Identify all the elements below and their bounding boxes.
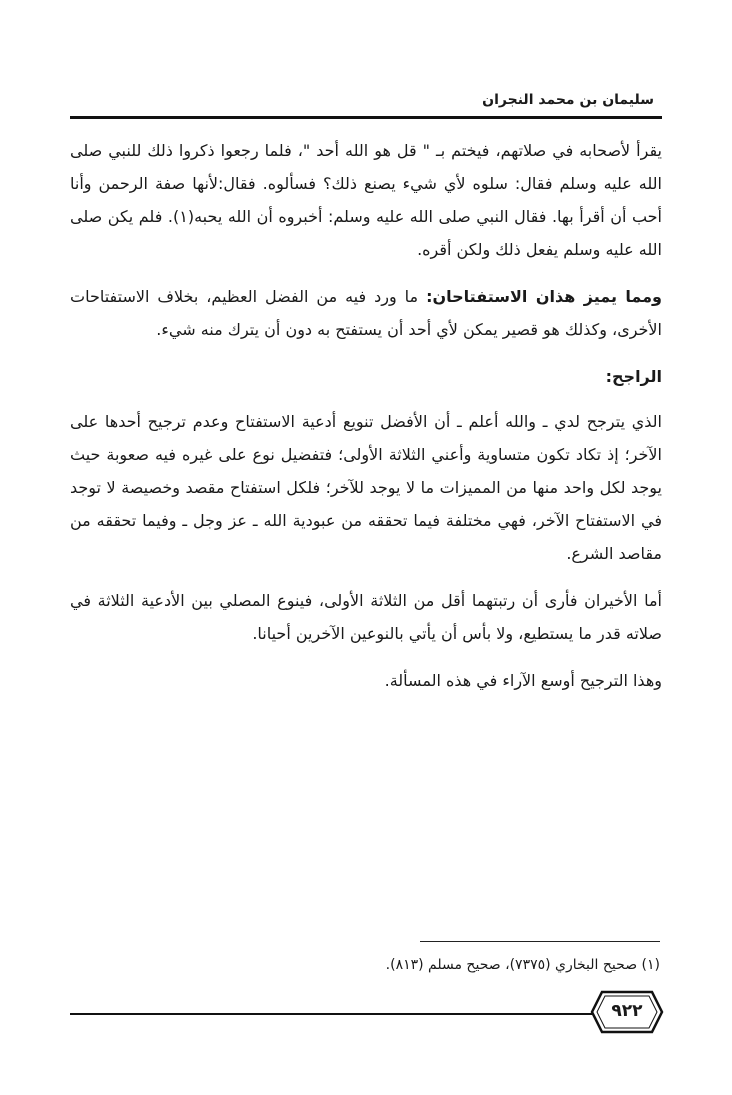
section-heading: الراجح: xyxy=(605,367,662,386)
footer-rule xyxy=(70,1013,662,1015)
main-text xyxy=(70,134,662,711)
footnote-separator xyxy=(420,941,660,942)
paragraph-1: يقرأ لأصحابه في صلاتهم، فيختم بـ " قل هو الله أحد "، فلما رجعوا ذكروا ذلك للنبي صلى الله عليه وسلم فقال: سلوه لأي شيء يصنع ذلك؟ فسألوه. فقال:لأنها صفة الرحمن وأنا أحب أن أقرأ بها. فقال النبي صلى الله عليه وسلم: أخبروه أن الله يحبه(١). فلم يكن صلى الله عليه وسلم يفعل ذلك ولكن أقره. xyxy=(70,141,663,259)
paragraph-3: الذي يترجح لدي ـ والله أعلم ـ أن الأفضل تنويع أدعية الاستفتاح وعدم ترجيح أحدها على الآخر؛ إذ تكاد تكون متساوية وأعني الثلاثة الأولى؛ فتفضيل نوع على غيره فيه صعوبة حيث يوجد لكل واحد منها من المميزات ما لا يوجد للآخر؛ فلكل استفتاح مقصد وخصيصة لا توجد في الاستفتاح الآخر، فهي مختلفة فيما تحققه من عبودية الله ـ عز وجل ـ وفيما تحققه من مقاصد الشرع. xyxy=(70,412,662,563)
paragraph-5: وهذا الترجيح أوسع الآراء في هذه المسألة. xyxy=(384,671,662,690)
footnote: (١) صحيح البخاري (٧٣٧٥)، صحيح مسلم (٨١٣). xyxy=(385,957,660,973)
paragraph-4: أما الأخيران فأرى أن رتبتهما أقل من الثلاثة الأولى، فينوع المصلي بين الأدعية الثلاثة في صلاته قدر ما يستطيع، ولا بأس أن يأتي بالنوعين الآخرين أحيانا. xyxy=(70,591,662,643)
paragraph-2-rest: ما ورد فيه من الفضل العظيم، بخلاف الاستفتاحات الأخرى، وكذلك هو قصير يمكن لأي أحد أن يستفتح به دون أن يترك منه شيء. xyxy=(70,287,662,339)
page-number-badge xyxy=(590,989,664,1035)
paragraph-2-lead: ومما يميز هذان الاستفتاحان: xyxy=(426,287,662,306)
paragraph-2 xyxy=(70,280,662,346)
page-number: ٩٢٢ xyxy=(611,1001,643,1021)
running-header-author: سليمان بن محمد النجران xyxy=(482,92,654,108)
header-rule xyxy=(70,116,662,119)
